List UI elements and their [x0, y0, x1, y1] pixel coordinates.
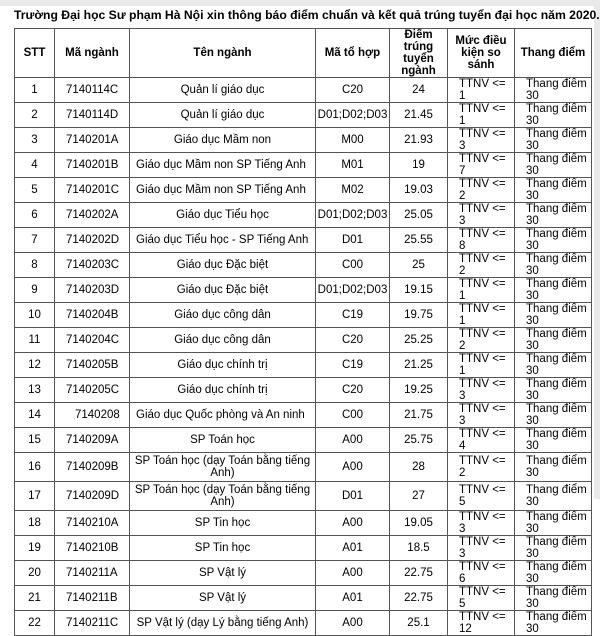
- table-row: [15, 511, 592, 536]
- cell-scale: Thang điểm 30: [515, 153, 592, 178]
- cell-score: 19.15: [390, 278, 448, 303]
- table-row: [15, 428, 592, 453]
- cell-criteria: TTNV <= 2: [448, 453, 515, 482]
- cell-score: 22.75: [390, 586, 448, 611]
- cell-scale: Thang điểm 30: [515, 353, 592, 378]
- cell-code: 7140201C: [55, 178, 130, 203]
- cell-code: 7140209A: [55, 428, 130, 453]
- cell-name: Giáo dục Mầm non SP Tiếng Anh: [130, 178, 316, 203]
- cell-name: Quản lí giáo dục: [130, 103, 316, 128]
- cell-name: Giáo dục Tiểu học: [130, 203, 316, 228]
- cell-stt: 15: [15, 428, 55, 453]
- cell-combo: A00: [316, 453, 390, 482]
- cell-score: 27: [390, 482, 448, 511]
- cell-criteria: TTNV <= 3: [448, 511, 515, 536]
- cell-score: 18.5: [390, 536, 448, 561]
- cell-combo: M02: [316, 178, 390, 203]
- cell-scale: Thang điểm 30: [515, 303, 592, 328]
- cell-criteria: TTNV <= 2: [448, 178, 515, 203]
- header-score: Điểm trúng tuyển ngành: [390, 29, 448, 78]
- cell-criteria: TTNV <= 1: [448, 78, 515, 103]
- cell-combo: D01;D02;D03: [316, 103, 390, 128]
- cell-name: SP Vật lý (dạy Lý bằng tiếng Anh): [130, 611, 316, 636]
- cell-code: 7140209B: [55, 453, 130, 482]
- cell-scale: Thang điểm 30: [515, 128, 592, 153]
- window-frame-right: [594, 0, 600, 499]
- cell-name: Giáo dục Mầm non SP Tiếng Anh: [130, 153, 316, 178]
- cell-combo: M01: [316, 153, 390, 178]
- cell-score: 28: [390, 453, 448, 482]
- cell-scale: Thang điểm 30: [515, 561, 592, 586]
- window-frame-top: [0, 0, 600, 6]
- cell-score: 19.03: [390, 178, 448, 203]
- cell-combo: C20: [316, 78, 390, 103]
- cell-name: Quản lí giáo dục: [130, 78, 316, 103]
- cell-score: 19.25: [390, 378, 448, 403]
- cell-criteria: TTNV <= 3: [448, 536, 515, 561]
- cell-score: 25.1: [390, 611, 448, 636]
- page-title: Trường Đại học Sư phạm Hà Nội xin thông báo điểm chuẩn và kết quả trúng tuyển đại học năm 2020.: [14, 8, 600, 22]
- cell-stt: 8: [15, 253, 55, 278]
- cell-score: 22.75: [390, 561, 448, 586]
- cell-criteria: TTNV <= 3: [448, 128, 515, 153]
- cell-combo: C19: [316, 353, 390, 378]
- header-combo: Mã tổ hợp: [316, 29, 390, 78]
- cell-scale: Thang điểm 30: [515, 453, 592, 482]
- header-criteria: Mức điều kiện so sánh: [448, 29, 515, 78]
- cell-name: SP Vật lý: [130, 586, 316, 611]
- table-row: [15, 103, 592, 128]
- cell-stt: 9: [15, 278, 55, 303]
- cell-score: 19.75: [390, 303, 448, 328]
- cell-combo: D01;D02;D03: [316, 278, 390, 303]
- cell-criteria: TTNV <= 3: [448, 203, 515, 228]
- cell-name: SP Tin học: [130, 536, 316, 561]
- cell-criteria: TTNV <= 1: [448, 103, 515, 128]
- cell-stt: 19: [15, 536, 55, 561]
- cell-scale: Thang điểm 30: [515, 378, 592, 403]
- cell-criteria: TTNV <= 1: [448, 303, 515, 328]
- cell-combo: D01;D02;D03: [316, 203, 390, 228]
- cell-code: 7140114C: [55, 78, 130, 103]
- cell-code: 7140204B: [55, 303, 130, 328]
- cell-scale: Thang điểm 30: [515, 511, 592, 536]
- table-row: [15, 353, 592, 378]
- table-row: [15, 128, 592, 153]
- cell-criteria: TTNV <= 2: [448, 253, 515, 278]
- cell-combo: A00: [316, 611, 390, 636]
- table-row: [15, 403, 592, 428]
- table-header-row: [15, 29, 592, 78]
- cell-criteria: TTNV <= 12: [448, 611, 515, 636]
- cell-name: SP Toán học (dạy Toán bằng tiếng Anh): [130, 482, 316, 511]
- cell-criteria: TTNV <= 8: [448, 228, 515, 253]
- cell-name: SP Tin học: [130, 511, 316, 536]
- cell-name: Giáo dục chính trị: [130, 353, 316, 378]
- cell-scale: Thang điểm 30: [515, 536, 592, 561]
- table-row: [15, 303, 592, 328]
- cell-stt: 13: [15, 378, 55, 403]
- cell-scale: Thang điểm 30: [515, 328, 592, 353]
- cell-code: 7140211B: [55, 586, 130, 611]
- table-row: [15, 253, 592, 278]
- cell-combo: C20: [316, 328, 390, 353]
- cell-score: 19: [390, 153, 448, 178]
- cell-scale: Thang điểm 30: [515, 103, 592, 128]
- cell-code: 7140208: [55, 403, 130, 428]
- cell-name: SP Toán học (dạy Toán bằng tiếng Anh): [130, 453, 316, 482]
- table-row: [15, 278, 592, 303]
- cell-stt: 5: [15, 178, 55, 203]
- cell-combo: M00: [316, 128, 390, 153]
- cell-code: 7140204C: [55, 328, 130, 353]
- cell-name: Giáo dục Tiểu học - SP Tiếng Anh: [130, 228, 316, 253]
- table-row: [15, 586, 592, 611]
- cell-criteria: TTNV <= 3: [448, 403, 515, 428]
- cell-code: 7140205B: [55, 353, 130, 378]
- cell-scale: Thang điểm 30: [515, 178, 592, 203]
- table-row: [15, 153, 592, 178]
- cell-stt: 21: [15, 586, 55, 611]
- table-row: [15, 378, 592, 403]
- cell-name: Giáo dục công dân: [130, 303, 316, 328]
- cell-scale: Thang điểm 30: [515, 403, 592, 428]
- cell-name: Giáo dục Đặc biệt: [130, 253, 316, 278]
- cell-name: SP Toán học: [130, 428, 316, 453]
- cell-score: 25.25: [390, 328, 448, 353]
- table-row: [15, 228, 592, 253]
- cell-combo: A00: [316, 428, 390, 453]
- header-code: Mã ngành: [55, 29, 130, 78]
- table-row: [15, 536, 592, 561]
- cell-criteria: TTNV <= 2: [448, 328, 515, 353]
- header-name: Tên ngành: [130, 29, 316, 78]
- cell-criteria: TTNV <= 3: [448, 378, 515, 403]
- cell-stt: 12: [15, 353, 55, 378]
- cell-score: 24: [390, 78, 448, 103]
- cell-stt: 3: [15, 128, 55, 153]
- cell-code: 7140202A: [55, 203, 130, 228]
- cell-code: 7140211A: [55, 561, 130, 586]
- table-body: [15, 78, 592, 636]
- table-row: [15, 561, 592, 586]
- cell-code: 7140203C: [55, 253, 130, 278]
- table-row: [15, 78, 592, 103]
- cell-code: 7140114D: [55, 103, 130, 128]
- cell-stt: 2: [15, 103, 55, 128]
- cell-code: 7140210A: [55, 511, 130, 536]
- cell-stt: 18: [15, 511, 55, 536]
- cell-criteria: TTNV <= 6: [448, 561, 515, 586]
- cell-name: Giáo dục Mầm non: [130, 128, 316, 153]
- cell-name: Giáo dục Đặc biệt: [130, 278, 316, 303]
- cell-code: 7140202D: [55, 228, 130, 253]
- cell-code: 7140205C: [55, 378, 130, 403]
- header-scale: Thang điểm: [515, 29, 592, 78]
- cell-criteria: TTNV <= 4: [448, 428, 515, 453]
- header-stt: STT: [15, 29, 55, 78]
- table-row: [15, 611, 592, 636]
- cell-combo: A01: [316, 586, 390, 611]
- table-row: [15, 328, 592, 353]
- admission-score-table: [14, 28, 592, 636]
- cell-score: 25.55: [390, 228, 448, 253]
- cell-criteria: TTNV <= 1: [448, 278, 515, 303]
- cell-code: 7140201A: [55, 128, 130, 153]
- cell-stt: 17: [15, 482, 55, 511]
- cell-name: Giáo dục chính trị: [130, 378, 316, 403]
- table-row: [15, 178, 592, 203]
- cell-score: 21.25: [390, 353, 448, 378]
- cell-scale: Thang điểm 30: [515, 428, 592, 453]
- cell-score: 21.75: [390, 403, 448, 428]
- cell-scale: Thang điểm 30: [515, 228, 592, 253]
- cell-score: 21.45: [390, 103, 448, 128]
- cell-name: Giáo dục Quốc phòng và An ninh: [130, 403, 316, 428]
- cell-criteria: TTNV <= 7: [448, 153, 515, 178]
- cell-scale: Thang điểm 30: [515, 611, 592, 636]
- cell-stt: 22: [15, 611, 55, 636]
- cell-code: 7140211C: [55, 611, 130, 636]
- table-row: [15, 453, 592, 482]
- cell-stt: 10: [15, 303, 55, 328]
- cell-combo: C20: [316, 378, 390, 403]
- cell-code: 7140201B: [55, 153, 130, 178]
- cell-stt: 14: [15, 403, 55, 428]
- cell-name: SP Vật lý: [130, 561, 316, 586]
- cell-combo: C00: [316, 253, 390, 278]
- cell-scale: Thang điểm 30: [515, 253, 592, 278]
- cell-combo: D01: [316, 482, 390, 511]
- table-row: [15, 482, 592, 511]
- cell-scale: Thang điểm 30: [515, 78, 592, 103]
- cell-code: 7140203D: [55, 278, 130, 303]
- cell-stt: 7: [15, 228, 55, 253]
- cell-combo: C19: [316, 303, 390, 328]
- cell-stt: 20: [15, 561, 55, 586]
- cell-score: 21.93: [390, 128, 448, 153]
- cell-score: 25: [390, 253, 448, 278]
- cell-scale: Thang điểm 30: [515, 278, 592, 303]
- table-row: [15, 203, 592, 228]
- cell-code: 7140210B: [55, 536, 130, 561]
- cell-stt: 6: [15, 203, 55, 228]
- cell-criteria: TTNV <= 5: [448, 482, 515, 511]
- cell-score: 25.05: [390, 203, 448, 228]
- cell-name: Giáo dục công dân: [130, 328, 316, 353]
- cell-combo: D01: [316, 228, 390, 253]
- cell-score: 25.75: [390, 428, 448, 453]
- cell-combo: A00: [316, 511, 390, 536]
- cell-combo: A00: [316, 561, 390, 586]
- cell-scale: Thang điểm 30: [515, 586, 592, 611]
- cell-criteria: TTNV <= 1: [448, 353, 515, 378]
- cell-stt: 1: [15, 78, 55, 103]
- cell-score: 19.05: [390, 511, 448, 536]
- cell-stt: 4: [15, 153, 55, 178]
- cell-scale: Thang điểm 30: [515, 482, 592, 511]
- cell-combo: C00: [316, 403, 390, 428]
- cell-stt: 16: [15, 453, 55, 482]
- cell-combo: A01: [316, 536, 390, 561]
- cell-scale: Thang điểm 30: [515, 203, 592, 228]
- cell-stt: 11: [15, 328, 55, 353]
- cell-criteria: TTNV <= 5: [448, 586, 515, 611]
- cell-code: 7140209D: [55, 482, 130, 511]
